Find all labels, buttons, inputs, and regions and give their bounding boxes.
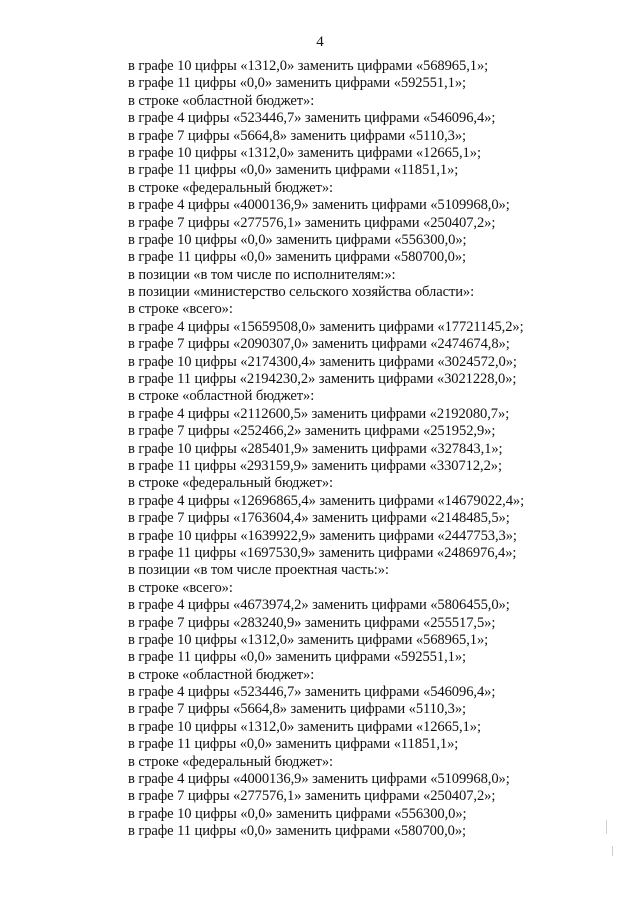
amendment-line: в графе 10 цифры «2174300,4» заменить цифрами «3024572,0»; [128,353,517,370]
section-heading-line: в строке «федеральный бюджет»: [128,179,333,196]
position-heading-line: в позиции «в том числе по исполнителям:»: [128,266,396,283]
position-heading-line: в позиции «в том числе проектная часть:»: [128,562,389,579]
amendment-line: в графе 7 цифры «5664,8» заменить цифрами «5110,3»; [128,127,466,144]
amendment-line: в графе 7 цифры «252466,2» заменить цифрами «251952,9»; [128,423,496,440]
section-heading-line: в строке «федеральный бюджет»: [128,475,333,492]
section-heading-line: в строке «областной бюджет»: [128,388,315,405]
amendment-line: в графе 4 цифры «4000136,9» заменить цифрами «5109968,0»; [128,771,510,788]
amendment-line: в графе 11 цифры «0,0» заменить цифрами «592551,1»; [128,649,466,666]
amendment-line: в графе 7 цифры «5664,8» заменить цифрами «5110,3»; [128,701,466,718]
amendment-line: в графе 7 цифры «1763604,4» заменить цифрами «2148485,5»; [128,510,510,527]
amendment-line: в графе 11 цифры «0,0» заменить цифрами «580700,0»; [128,823,466,840]
amendment-line: в графе 4 цифры «12696865,4» заменить цифрами «14679022,4»; [128,492,525,509]
scan-artifact-mark [612,846,613,856]
amendment-line: в графе 4 цифры «2112600,5» заменить цифрами «2192080,7»; [128,405,510,422]
amendment-line: в графе 11 цифры «2194230,2» заменить цифрами «3021228,0»; [128,371,517,388]
amendment-line: в графе 10 цифры «1312,0» заменить цифрами «12665,1»; [128,718,481,735]
amendment-line: в графе 11 цифры «1697530,9» заменить цифрами «2486976,4»; [128,544,517,561]
section-heading-line: в строке «областной бюджет»: [128,92,315,109]
amendment-line: в графе 7 цифры «277576,1» заменить цифрами «250407,2»; [128,214,496,231]
scan-artifact-mark [606,820,607,834]
amendment-line: в графе 4 цифры «523446,7» заменить цифрами «546096,4»; [128,110,496,127]
amendment-line: в графе 7 цифры «2090307,0» заменить цифрами «2474674,8»; [128,336,510,353]
amendment-line: в графе 7 цифры «277576,1» заменить цифрами «250407,2»; [128,788,496,805]
amendment-line: в графе 10 цифры «285401,9» заменить цифрами «327843,1»; [128,440,503,457]
amendment-line: в графе 4 цифры «523446,7» заменить цифрами «546096,4»; [128,684,496,701]
amendment-line: в графе 11 цифры «0,0» заменить цифрами «580700,0»; [128,249,466,266]
amendment-line: в графе 10 цифры «1639922,9» заменить цифрами «2447753,3»; [128,527,517,544]
amendment-line: в графе 11 цифры «293159,9» заменить цифрами «330712,2»; [128,457,502,474]
section-heading-line: в строке «всего»: [128,301,233,318]
amendment-line: в графе 11 цифры «0,0» заменить цифрами «11851,1»; [128,162,459,179]
amendment-line: в графе 4 цифры «15659508,0» заменить цифрами «17721145,2»; [128,318,524,335]
amendment-line: в графе 7 цифры «283240,9» заменить цифрами «255517,5»; [128,614,496,631]
position-heading-line: в позиции «министерство сельского хозяйства области»: [128,284,475,301]
amendment-line: в графе 10 цифры «1312,0» заменить цифрами «12665,1»; [128,144,481,161]
amendment-line: в графе 10 цифры «1312,0» заменить цифрами «568965,1»; [128,58,489,74]
amendment-list [128,58,568,841]
amendment-line: в графе 11 цифры «0,0» заменить цифрами «11851,1»; [128,736,459,753]
page-number: 4 [316,34,324,50]
section-heading-line: в строке «областной бюджет»: [128,666,315,683]
section-heading-line: в строке «федеральный бюджет»: [128,753,333,770]
amendment-line: в графе 10 цифры «0,0» заменить цифрами «556300,0»; [128,805,467,822]
amendment-line: в графе 11 цифры «0,0» заменить цифрами «592551,1»; [128,75,466,92]
amendment-line: в графе 4 цифры «4000136,9» заменить цифрами «5109968,0»; [128,197,510,214]
amendment-line: в графе 4 цифры «4673974,2» заменить цифрами «5806455,0»; [128,597,510,614]
amendment-line: в графе 10 цифры «0,0» заменить цифрами «556300,0»; [128,231,467,248]
amendment-line: в графе 10 цифры «1312,0» заменить цифрами «568965,1»; [128,631,489,648]
section-heading-line: в строке «всего»: [128,579,233,596]
